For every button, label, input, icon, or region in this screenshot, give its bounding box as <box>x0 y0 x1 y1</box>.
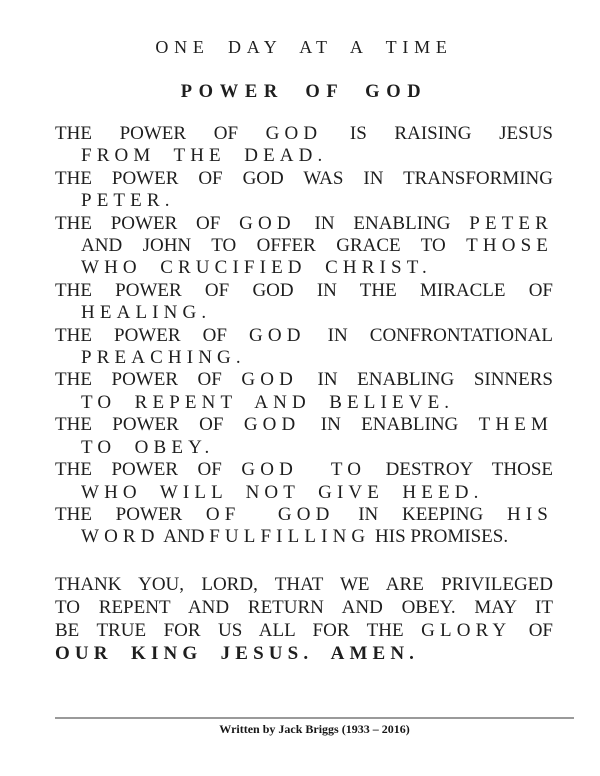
statement <box>55 369 553 414</box>
statement <box>55 414 553 459</box>
closing-paragraph <box>55 573 553 665</box>
statement-line: THE POWER OF GOD WAS IN TRANSFORMING <box>55 167 553 189</box>
statement-list <box>55 123 553 549</box>
statement-line: THE POWER OF GOD IS RAISING JESUS <box>55 123 553 144</box>
statement-line: THE POWER OF GOD IN ENABLING PETER <box>55 212 553 234</box>
page-content <box>0 36 600 665</box>
statement-line: PREACHING. <box>81 347 246 369</box>
page-footer <box>55 717 574 737</box>
statement <box>55 504 553 549</box>
statement-line: WORD AND FULFILLING HIS PROMISES. <box>81 526 509 548</box>
closing-line: TO REPENT AND RETURN AND OBEY. MAY IT <box>55 596 553 618</box>
statement-line: FROM THE DEAD. <box>81 145 328 167</box>
closing-line: BE TRUE FOR US ALL FOR THE GLORY OF <box>55 619 553 641</box>
statement <box>55 325 553 370</box>
closing-line-amen: OUR KING JESUS. AMEN. <box>55 642 420 664</box>
statement <box>55 123 553 168</box>
statement <box>55 168 553 213</box>
statement-line: AND JOHN TO OFFER GRACE TO THOSE <box>81 235 553 257</box>
statement-line: HEALING. <box>81 302 212 324</box>
footer-rule <box>55 717 574 719</box>
statement-line: TO REPENT AND BELIEVE. <box>81 391 455 413</box>
statement-line: THE POWER OF GOD IN THE MIRACLE OF <box>55 279 553 301</box>
statement-line: WHO CRUCIFIED CHRIST. <box>81 257 432 279</box>
statement-line: THE POWER OF GOD IN ENABLING THEM <box>55 414 553 436</box>
statement-line: PETER. <box>81 190 175 212</box>
statement-line: THE POWER OF GOD IN ENABLING SINNERS <box>55 369 553 391</box>
page-subtitle: POWER OF GOD <box>180 82 428 102</box>
statement <box>55 213 553 280</box>
statement-line: THE POWER OF GOD IN KEEPING HIS <box>55 503 553 525</box>
closing-line: THANK YOU, LORD, THAT WE ARE PRIVILEGED <box>55 573 553 595</box>
statement <box>55 459 553 504</box>
statement-line: THE POWER OF GOD IN CONFRONTATIONAL <box>55 324 553 346</box>
page-title: ONE DAY AT A TIME <box>155 37 453 57</box>
statement <box>55 280 553 325</box>
statement-line: TO OBEY. <box>81 436 215 458</box>
statement-line: THE POWER OF GOD TO DESTROY THOSE <box>55 459 553 481</box>
attribution-text: Written by Jack Briggs (1933 – 2016) <box>219 722 410 736</box>
statement-line: WHO WILL NOT GIVE HEED. <box>81 481 484 503</box>
